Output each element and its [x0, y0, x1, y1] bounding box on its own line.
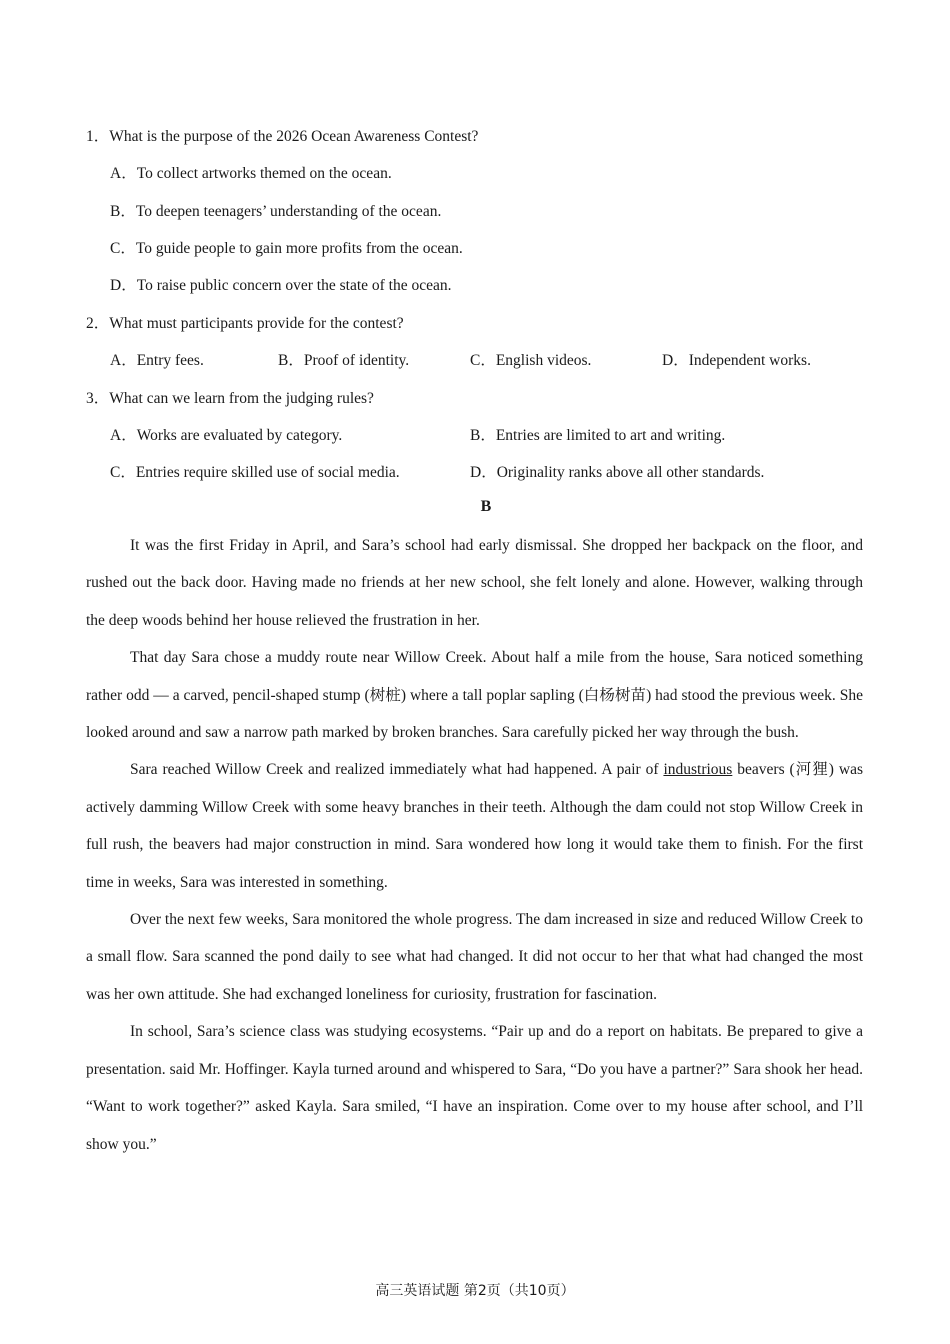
question-1-option-a: A．To collect artworks themed on the ocean. [110, 165, 392, 182]
question-3-option-c: C．Entries require skilled use of social media. [110, 464, 400, 481]
question-1-option-d: D．To raise public concern over the state of the ocean. [110, 277, 452, 294]
question-3-stem: 3．What can we learn from the judging rules? [86, 390, 374, 407]
question-1-option-c: C．To guide people to gain more profits from the ocean. [110, 240, 463, 257]
question-2-option-c: C．English videos. [470, 352, 592, 369]
passage-paragraph-2: That day Sara chose a muddy route near Willow Creek. About half a mile from the house, Sara noticed something rather odd — a carved, pencil-shaped stump (树桩) where a tall poplar sapling (白杨树苗) had stood the previous week. She looked around and saw a narrow path marked by broken branches. Sara carefully picked her way through the bush. [86, 649, 863, 742]
question-3-option-d: D．Originality ranks above all other standards. [470, 464, 765, 481]
paragraph-3-text-after: beavers (河狸) was actively damming Willow Creek with some heavy branches in their teeth. Although the dam could not stop Willow Creek in full rush, the beavers had major construction in mind. Sara wondered how long it would take them to finish. For the first time in weeks, Sara was interested in something. [86, 761, 863, 891]
passage-paragraph-5: In school, Sara’s science class was studying ecosystems. “Pair up and do a report on habitats. Be prepared to give a presentation. said Mr. Hoffinger. Kayla turned around and whispered to Sara, “Do you have a partner?” Sara shook her head. “Want to work together?” asked Kayla. Sara smiled, “I have an inspiration. Come over to my house after school, and I’ll show you.” [86, 1023, 863, 1153]
question-3-option-b: B．Entries are limited to art and writing. [470, 427, 726, 444]
question-2-option-d: D．Independent works. [662, 352, 811, 369]
question-2-option-a: A．Entry fees. [110, 352, 204, 369]
reading-passage [86, 527, 863, 1163]
question-1-option-b: B．To deepen teenagers’ understanding of the ocean. [110, 203, 442, 220]
question-3-option-a: A．Works are evaluated by category. [110, 427, 343, 444]
question-1-stem: 1．What is the purpose of the 2026 Ocean Awareness Contest? [86, 128, 479, 145]
passage-paragraph-3 [86, 751, 863, 901]
section-heading: B [480, 498, 492, 515]
page-footer: 高三英语试题 第2页（共10页） [375, 1283, 575, 1299]
question-2-stem: 2．What must participants provide for the contest? [86, 315, 404, 332]
passage-paragraph-4: Over the next few weeks, Sara monitored the whole progress. The dam increased in size and reduced Willow Creek to a small flow. Sara scanned the pond daily to see what had changed. It did not occur to her that what had changed the most was her own attitude. She had exchanged loneliness for curiosity, frustration for fascination. [86, 911, 863, 1003]
passage-paragraph-1: It was the first Friday in April, and Sara’s school had early dismissal. She dropped her backpack on the floor, and rushed out the back door. Having made no friends at her new school, she felt lonely and alone. However, walking through the deep woods behind her house relieved the frustration in her. [86, 537, 863, 629]
paragraph-3-text-before: Sara reached Willow Creek and realized immediately what had happened. A pair of [130, 761, 664, 779]
underlined-word: industrious [663, 761, 733, 779]
question-2-option-b: B．Proof of identity. [278, 352, 410, 369]
